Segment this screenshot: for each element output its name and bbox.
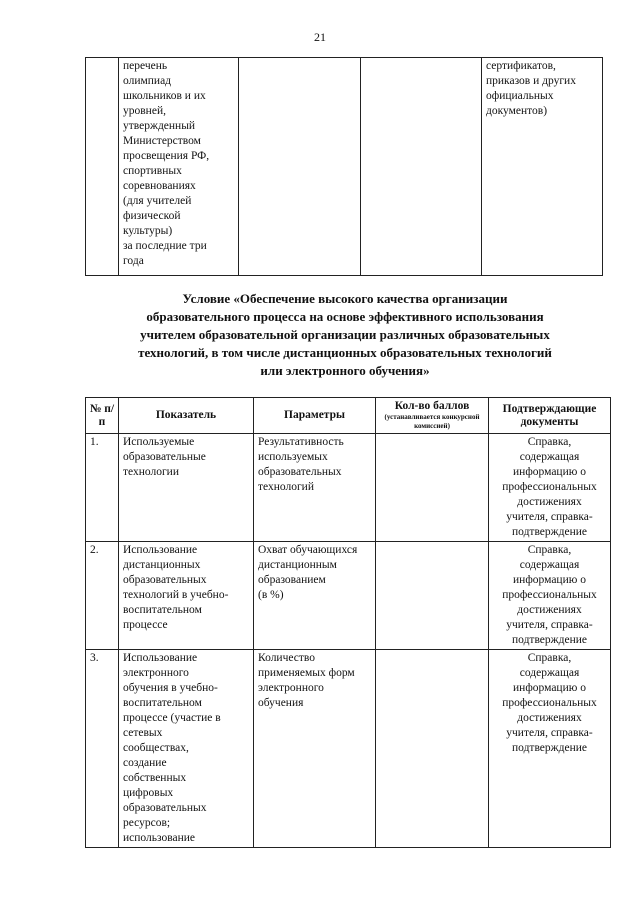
row-num: 1. [86, 434, 119, 542]
text-line: электронного [123, 667, 189, 679]
row-score [376, 650, 489, 848]
text-line: спортивных [123, 165, 182, 177]
text-line: школьников и их [123, 90, 206, 102]
text-line: физической [123, 210, 181, 222]
text-line: процессе (участие в [123, 712, 221, 724]
text-line: используемых [258, 451, 328, 463]
text-line: технологий в учебно- [123, 589, 229, 601]
text-line: (для учителей [123, 195, 192, 207]
text-line: электронного [258, 682, 324, 694]
row-parameters [254, 434, 376, 542]
row-num: 3. [86, 650, 119, 848]
text-line: за последние три [123, 240, 207, 252]
text-line: обучения [258, 697, 304, 709]
continued-cell-parameters [239, 58, 361, 276]
text-line: учителя, справка- [506, 619, 593, 631]
text-line: использование [123, 832, 196, 844]
text-line: воспитательном [123, 697, 202, 709]
header-num: № п/п [86, 398, 119, 434]
text-line: Используемые [123, 436, 195, 448]
text-line: культуры) [123, 225, 173, 237]
text-line: технологий [258, 481, 314, 493]
text-line: учителя, справка- [506, 727, 593, 739]
text-line: Справка, [527, 652, 572, 664]
row-indicator [119, 542, 254, 650]
text-line: образовательные [123, 451, 206, 463]
text-line: сетевых [123, 727, 163, 739]
text-line: достижениях [517, 496, 582, 508]
text-line: профессиональных [502, 697, 597, 709]
text-line: достижениях [517, 604, 582, 616]
text-line: содержащая [519, 559, 580, 571]
text-line: создание [123, 757, 167, 769]
text-line: содержащая [519, 667, 580, 679]
continued-cell-indicator [119, 58, 239, 276]
text-line: дистанционных [123, 559, 201, 571]
continued-table [85, 57, 603, 276]
text-line: перечень [123, 60, 168, 72]
text-line: информацию о [513, 466, 586, 478]
row-parameters [254, 650, 376, 848]
header-indicator: Показатель [119, 398, 254, 434]
text-line: или электронного обучения» [260, 363, 430, 378]
text-line: учителя, справка- [506, 511, 593, 523]
text-line: подтверждение [512, 742, 587, 754]
table-row [86, 434, 611, 542]
text-line: образовательных [258, 466, 342, 478]
header-score [376, 398, 489, 434]
text-line: содержащая [519, 451, 580, 463]
section-heading [95, 290, 595, 380]
row-num: 2. [86, 542, 119, 650]
text-line: Справка, [527, 436, 572, 448]
criteria-table [85, 397, 611, 848]
text-line: приказов и других [486, 75, 576, 87]
text-line: цифровых [123, 787, 174, 799]
table-header-row [86, 398, 611, 434]
text-line: Количество [258, 652, 315, 664]
text-line: учителем образовательной организации различных образовательных [140, 327, 550, 342]
continued-cell-num [86, 58, 119, 276]
text-line: обучения в учебно- [123, 682, 218, 694]
row-documents [489, 650, 611, 848]
text-line: дистанционным [258, 559, 337, 571]
row-parameters [254, 542, 376, 650]
text-line: информацию о [513, 682, 586, 694]
text-line: образовательных [123, 802, 207, 814]
row-documents [489, 542, 611, 650]
text-line: технологий, в том числе дистанционных образовательных технологий [138, 345, 552, 360]
text-line: процессе [123, 619, 168, 631]
row-indicator [119, 434, 254, 542]
text-line: ресурсов; [123, 817, 171, 829]
continued-cell-documents [482, 58, 603, 276]
text-line: подтверждение [512, 526, 587, 538]
text-line: воспитательном [123, 604, 202, 616]
text-line: официальных [486, 90, 554, 102]
page-number: 21 [314, 30, 326, 44]
text-line: профессиональных [502, 481, 597, 493]
continued-cell-score [361, 58, 482, 276]
row-indicator [119, 650, 254, 848]
text-line: достижениях [517, 712, 582, 724]
text-line: утвержденный [123, 120, 196, 132]
text-line: Охват обучающихся [258, 544, 358, 556]
text-line: Справка, [527, 544, 572, 556]
text-line: Условие «Обеспечение высокого качества организации [182, 291, 508, 306]
text-line: (в %) [258, 589, 284, 601]
row-score [376, 434, 489, 542]
text-line: соревнованиях [123, 180, 196, 192]
text-line: технологии [123, 466, 179, 478]
text-line: года [123, 255, 144, 267]
text-line: подтверждение [512, 634, 587, 646]
text-line: сертификатов, [486, 60, 556, 72]
table-row [86, 650, 611, 848]
row-documents [489, 434, 611, 542]
text-line: уровней, [123, 105, 166, 117]
text-line: просвещения РФ, [123, 150, 210, 162]
text-line: образовательных [123, 574, 207, 586]
text-line: применяемых форм [258, 667, 355, 679]
text-line: информацию о [513, 574, 586, 586]
row-score [376, 542, 489, 650]
text-line: Результативность [258, 436, 344, 448]
text-line: образованием [258, 574, 326, 586]
header-documents: Подтверждающие документы [489, 398, 611, 434]
text-line: сообществах, [123, 742, 189, 754]
text-line: Использование [123, 652, 198, 664]
text-line: собственных [123, 772, 187, 784]
text-line: профессиональных [502, 589, 597, 601]
text-line: образовательного процесса на основе эффективного использования [146, 309, 544, 324]
header-score-label: Кол-во баллов [394, 400, 470, 412]
table-row [86, 542, 611, 650]
text-line: Использование [123, 544, 198, 556]
header-score-note: (устанавливается конкурсной комиссией) [384, 413, 480, 430]
header-parameters: Параметры [254, 398, 376, 434]
text-line: олимпиад [123, 75, 172, 87]
text-line: Министерством [123, 135, 201, 147]
text-line: документов) [486, 105, 548, 117]
